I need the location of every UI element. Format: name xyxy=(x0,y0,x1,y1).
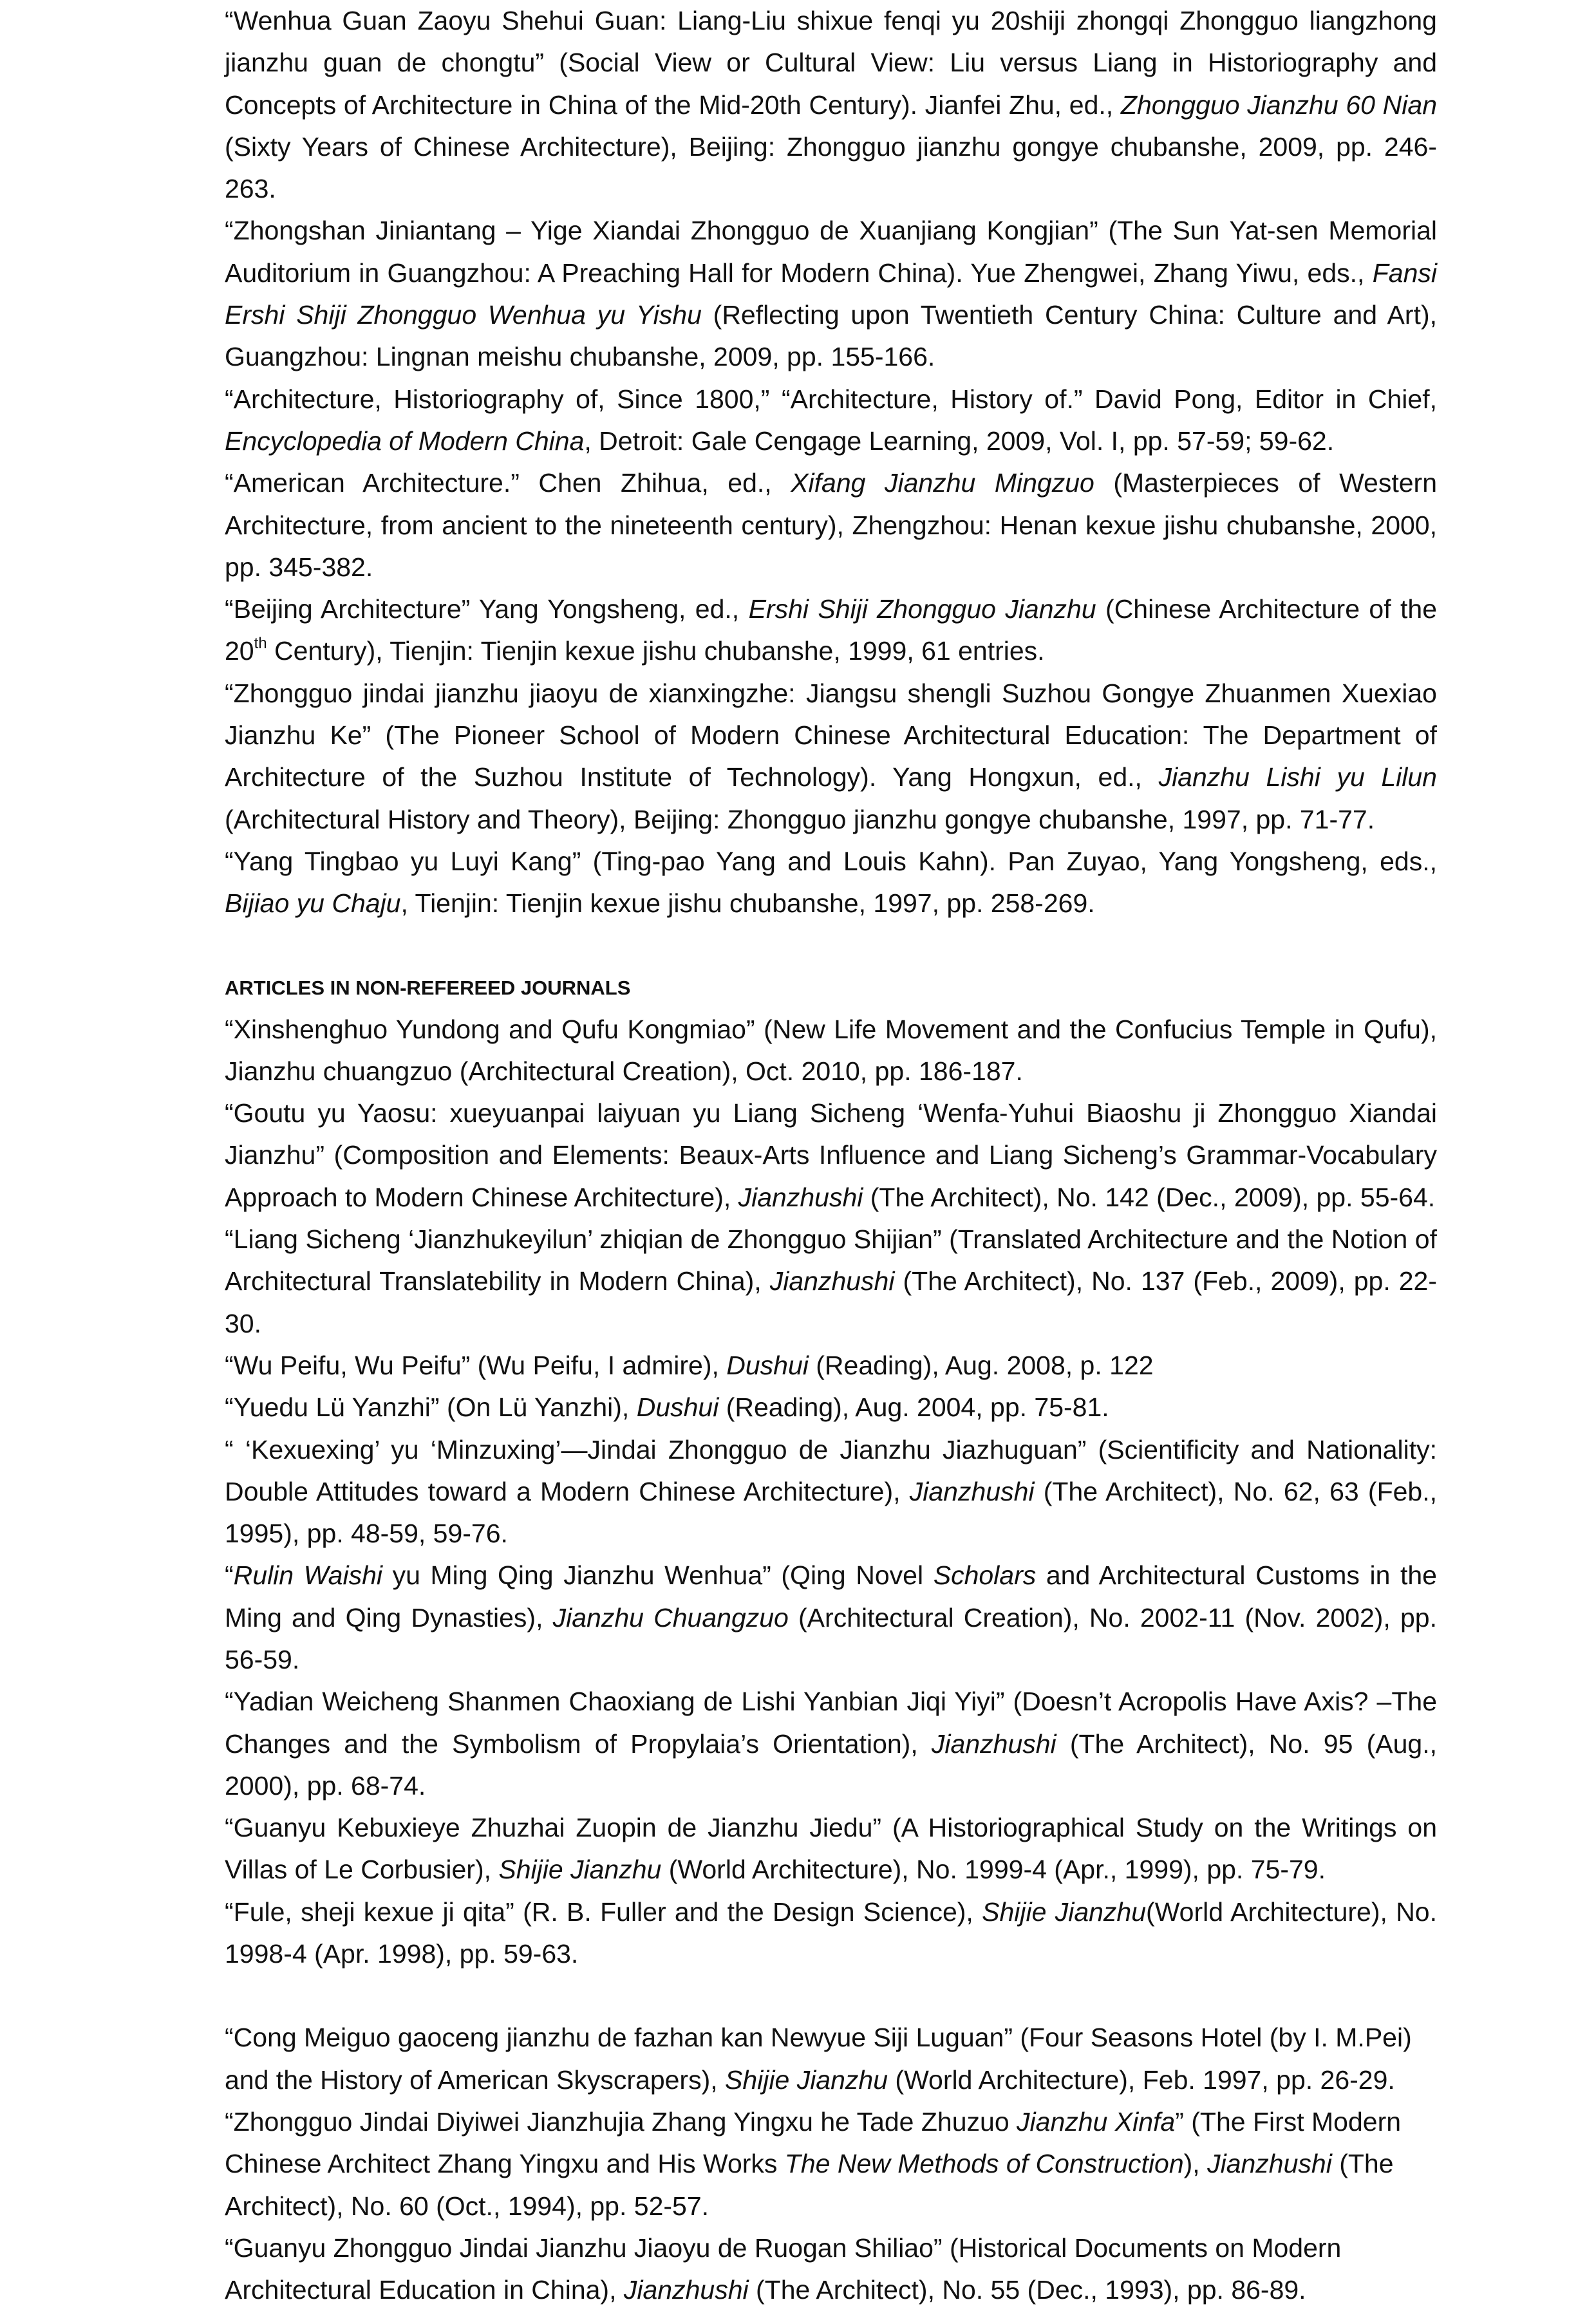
article-entry: “Guanyu Zhongguo Jindai Jianzhu Jiaoyu de Ruogan Shiliao” (Historical Documents on Modern Architectural Education in China), Jianzhushi (The Architect), No. 55 (Dec., 1993), pp. 86-89. xyxy=(225,2232,1342,2305)
chapter-entry: “Yang Tingbao yu Luyi Kang” (Ting-pao Yang and Louis Kahn). Pan Zuyao, Yang Yongsheng, eds., Bijiao yu Chaju, Tienjin: Tienjin kexue jishu chubanshe, 1997, pp. 258-269. xyxy=(225,846,1437,919)
chapter-entry: “Architecture, Historiography of, Since 1800,” “Architecture, History of.” David Pong, Editor in Chief, Encyclopedia of Modern China, Detroit: Gale Cengage Learning, 2009, Vol. I, pp. 57-59; 59-62. xyxy=(225,384,1437,456)
bibliography-body xyxy=(225,0,1437,2311)
article-entry: “Cong Meiguo gaoceng jianzhu de fazhan kan Newyue Siji Luguan” (Four Seasons Hotel (by I. M.Pei) and the History of American Skyscrapers), Shijie Jianzhu (World Architecture), Feb. 1997, pp. 26-29. xyxy=(225,2023,1412,2095)
article-entry: “Liang Sicheng ‘Jianzhukeyilun’ zhiqian de Zhongguo Shijian” (Translated Architecture and the Notion of Architectural Translatebility in Modern China), Jianzhushi (The Architect), No. 137 (Feb., 2009), pp. 22-30. xyxy=(225,1224,1438,1338)
article-entry: “Xinshenghuo Yundong and Qufu Kongmiao” (New Life Movement and the Confucius Temple in Qufu), Jianzhu chuangzuo (Architectural Creation), Oct. 2010, pp. 186-187. xyxy=(225,1014,1437,1086)
article-entry: “Yuedu Lü Yanzhi” (On Lü Yanzhi), Dushui (Reading), Aug. 2004, pp. 75-81. xyxy=(225,1392,1109,1423)
article-entry: “Wu Peifu, Wu Peifu” (Wu Peifu, I admire), Dushui (Reading), Aug. 2008, p. 122 xyxy=(225,1350,1154,1380)
article-entry: “Goutu yu Yaosu: xueyuanpai laiyuan yu Liang Sicheng ‘Wenfa-Yuhui Biaoshu ji Zhongguo Xiandai Jianzhu” (Composition and Elements: Beaux-Arts Influence and Liang Sicheng’s Grammar-Vocabulary Approach to Modern Chinese Architecture), Jianzhushi (The Architect), No. 142 (Dec., 2009), pp. 55-64. xyxy=(225,1098,1437,1212)
chapter-entry: “Beijing Architecture” Yang Yongsheng, ed., Ershi Shiji Zhongguo Jianzhu (Chinese Architecture of the 20th Century), Tienjin: Tienjin kexue jishu chubanshe, 1999, 61 entries. xyxy=(225,594,1437,666)
article-entry: “ ‘Kexuexing’ yu ‘Minzuxing’—Jindai Zhongguo de Jianzhu Jiazhuguan” (Scientificity and Nationality: Double Attitudes toward a Modern Chinese Architecture), Jianzhushi (The Architect), No. 62, 63 (Feb., 1995), pp. 48-59, 59-76. xyxy=(225,1434,1438,1549)
article-entry: “Rulin Waishi yu Ming Qing Jianzhu Wenhua” (Qing Novel Scholars and Architectural Customs in the Ming and Qing Dynasties), Jianzhu Chuangzuo (Architectural Creation), No. 2002-11 (Nov. 2002), pp. 56-59. xyxy=(225,1560,1437,1674)
section-heading: ARTICLES IN NON-REFEREED JOURNALS xyxy=(225,976,631,999)
document-page xyxy=(225,0,1437,2311)
section-spacer xyxy=(225,925,1437,967)
chapter-entry: “Zhongshan Jiniantang – Yige Xiandai Zhongguo de Xuanjiang Kongjian” (The Sun Yat-sen Memorial Auditorium in Guangzhou: A Preaching Hall for Modern China). Yue Zhengwei, Zhang Yiwu, eds., Fansi Ershi Shiji Zhongguo Wenhua yu Yishu (Reflecting upon Twentieth Century China: Culture and Art), Guangzhou: Lingnan meishu chubanshe, 2009, pp. 155-166. xyxy=(225,216,1437,372)
article-entry: “Zhongguo Jindai Diyiwei Jianzhujia Zhang Yingxu he Tade Zhuzuo Jianzhu Xinfa” (The First Modern Chinese Architect Zhang Yingxu and His Works The New Methods of Construction), Jianzhushi (The Architect), No. 60 (Oct., 1994), pp. 52-57. xyxy=(225,2106,1402,2221)
chapter-entry: “Zhongguo jindai jianzhu jiaoyu de xianxingzhe: Jiangsu shengli Suzhou Gongye Zhuanmen Xuexiao Jianzhu Ke” (The Pioneer School of Modern Chinese Architectural Education: The Department of Architecture of the Suzhou Institute of Technology). Yang Hongxun, ed., Jianzhu Lishi yu Lilun (Architectural History and Theory), Beijing: Zhongguo jianzhu gongye chubanshe, 1997, pp. 71-77. xyxy=(225,678,1437,834)
section-spacer xyxy=(225,1975,1437,2017)
chapter-entry: “Wenhua Guan Zaoyu Shehui Guan: Liang-Liu shixue fenqi yu 20shiji zhongqi Zhongguo liangzhong jianzhu guan de chongtu” (Social View or Cultural View: Liu versus Liang in Historiography and Concepts of Architecture in China of the Mid-20th Century). Jianfei Zhu, ed., Zhongguo Jianzhu 60 Nian (Sixty Years of Chinese Architecture), Beijing: Zhongguo jianzhu gongye chubanshe, 2009, pp. 246-263. xyxy=(225,6,1438,204)
article-entry: “Fule, sheji kexue ji qita” (R. B. Fuller and the Design Science), Shijie Jianzhu(World Architecture), No. 1998-4 (Apr. 1998), pp. 59-63. xyxy=(225,1896,1437,1969)
article-entry: “Guanyu Kebuxieye Zhuzhai Zuopin de Jianzhu Jiedu” (A Historiographical Study on the Writings on Villas of Le Corbusier), Shijie Jianzhu (World Architecture), No. 1999-4 (Apr., 1999), pp. 75-79. xyxy=(225,1813,1437,1885)
chapter-entry: “American Architecture.” Chen Zhihua, ed., Xifang Jianzhu Mingzuo (Masterpieces of Western Architecture, from ancient to the nineteenth century), Zhengzhou: Henan kexue jishu chubanshe, 2000, pp. 345-382. xyxy=(225,468,1438,582)
article-entry: “Yadian Weicheng Shanmen Chaoxiang de Lishi Yanbian Jiqi Yiyi” (Doesn’t Acropolis Have Axis? –The Changes and the Symbolism of Propylaia’s Orientation), Jianzhushi (The Architect), No. 95 (Aug., 2000), pp. 68-74. xyxy=(225,1687,1437,1801)
